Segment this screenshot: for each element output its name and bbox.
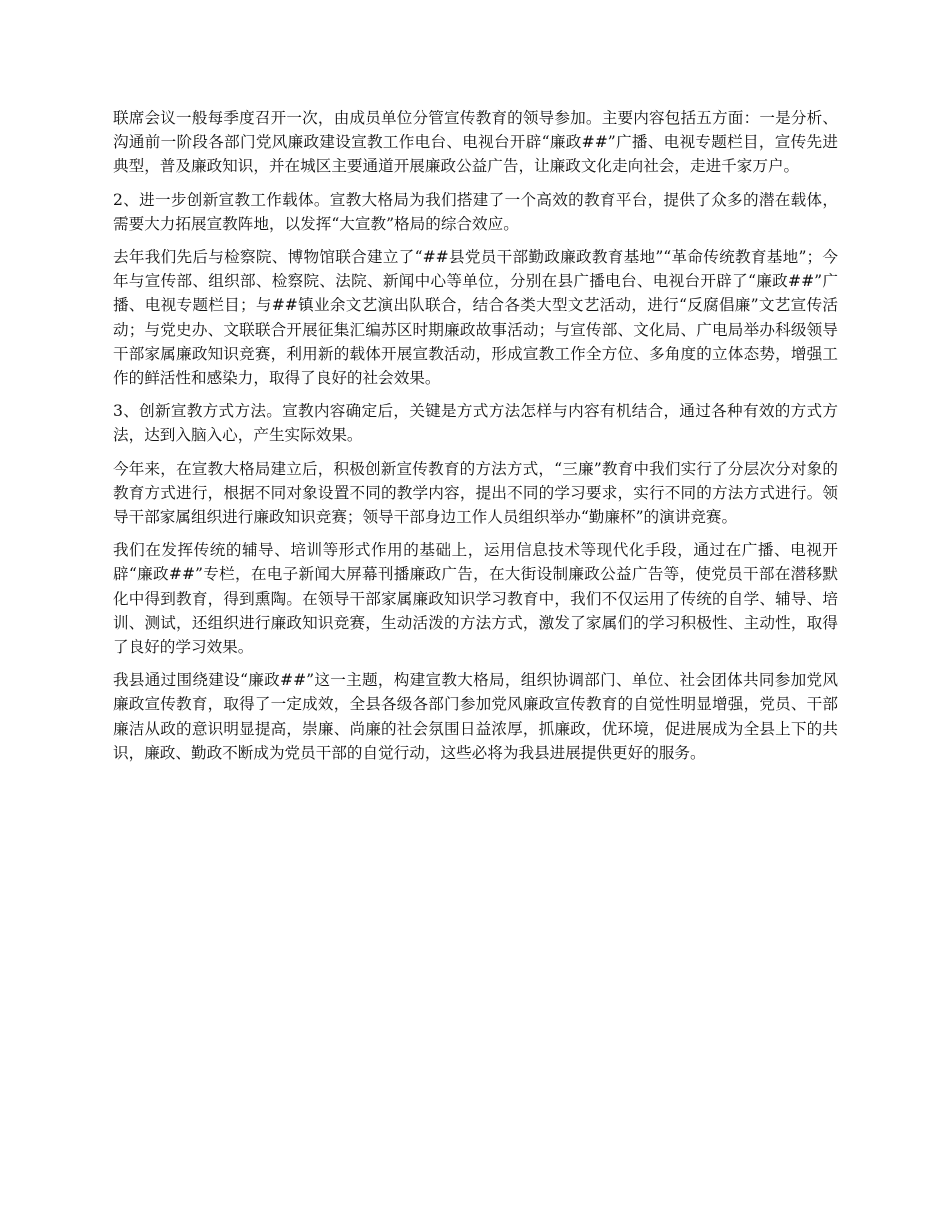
paragraph-5: 今年来，在宣教大格局建立后，积极创新宣传教育的方法方式，“三廉”教育中我们实行了分层次分对象的教育方式进行，根据不同对象设置不同的教学内容，提出不同的学习要求，实行不同的方法方式进行。领导干部家属组织进行廉政知识竞赛；领导干部身边工作人员组织举办“勤廉杯”的演讲竞赛。	[113, 459, 838, 527]
paragraph-3: 去年我们先后与检察院、博物馆联合建立了“##县党员干部勤政廉政教育基地”“革命传统教育基地”；今年与宣传部、组织部、检察院、法院、新闻中心等单位，分别在县广播电台、电视台开辟了“廉政##”广播、电视专题栏目；与##镇业余文艺演出队联合，结合各类大型文艺活动，进行“反腐倡廉”文艺宣传活动；与党史办、文联联合开展征集汇编苏区时期廉政故事活动；与宣传部、文化局、广电局举办科级领导干部家属廉政知识竞赛，利用新的载体开展宣教活动，形成宣教工作全方位、多角度的立体态势，增强工作的鲜活性和感染力，取得了良好的社会效果。	[113, 248, 838, 388]
document-page	[113, 106, 838, 774]
paragraph-1: 联席会议一般每季度召开一次，由成员单位分管宣传教育的领导参加。主要内容包括五方面：一是分析、沟通前一阶段各部门党风廉政建设宣教工作电台、电视台开辟“廉政##”广播、电视专题栏目，宣传先进典型，普及廉政知识，并在城区主要通道开展廉政公益广告，让廉政文化走向社会，走进千家万户。	[113, 109, 838, 176]
paragraph-4: 3、创新宣教方式方法。宣教内容确定后，关键是方式方法怎样与内容有机结合，通过各种有效的方式方法，达到入脑入心，产生实际效果。	[113, 402, 838, 445]
paragraph-2: 2、进一步创新宣教工作载体。宣教大格局为我们搭建了一个高效的教育平台，提供了众多的潜在载体，需要大力拓展宣教阵地，以发挥“大宣教”格局的综合效应。	[113, 190, 838, 233]
paragraph-7: 我县通过围绕建设“廉政##”这一主题，构建宣教大格局，组织协调部门、单位、社会团体共同参加党风廉政宣传教育，取得了一定成效，全县各级各部门参加党风廉政宣传教育的自觉性明显增强，党员、干部廉洁从政的意识明显提高，崇廉、尚廉的社会氛围日益浓厚，抓廉政，优环境，促进展成为全县上下的共识，廉政、勤政不断成为党员干部的自觉行动，这些必将为我县进展提供更好的服务。	[113, 671, 838, 762]
paragraph-6: 我们在发挥传统的辅导、培训等形式作用的基础上，运用信息技术等现代化手段，通过在广播、电视开辟“廉政##”专栏，在电子新闻大屏幕刊播廉政广告，在大街设制廉政公益广告等，使党员干部在潜移默化中得到教育，得到熏陶。在领导干部家属廉政知识学习教育中，我们不仅运用了传统的自学、辅导、培训、测试，还组织进行廉政知识竞赛，生动活泼的方法方式，激发了家属们的学习积极性、主动性，取得了良好的学习效果。	[113, 541, 838, 657]
